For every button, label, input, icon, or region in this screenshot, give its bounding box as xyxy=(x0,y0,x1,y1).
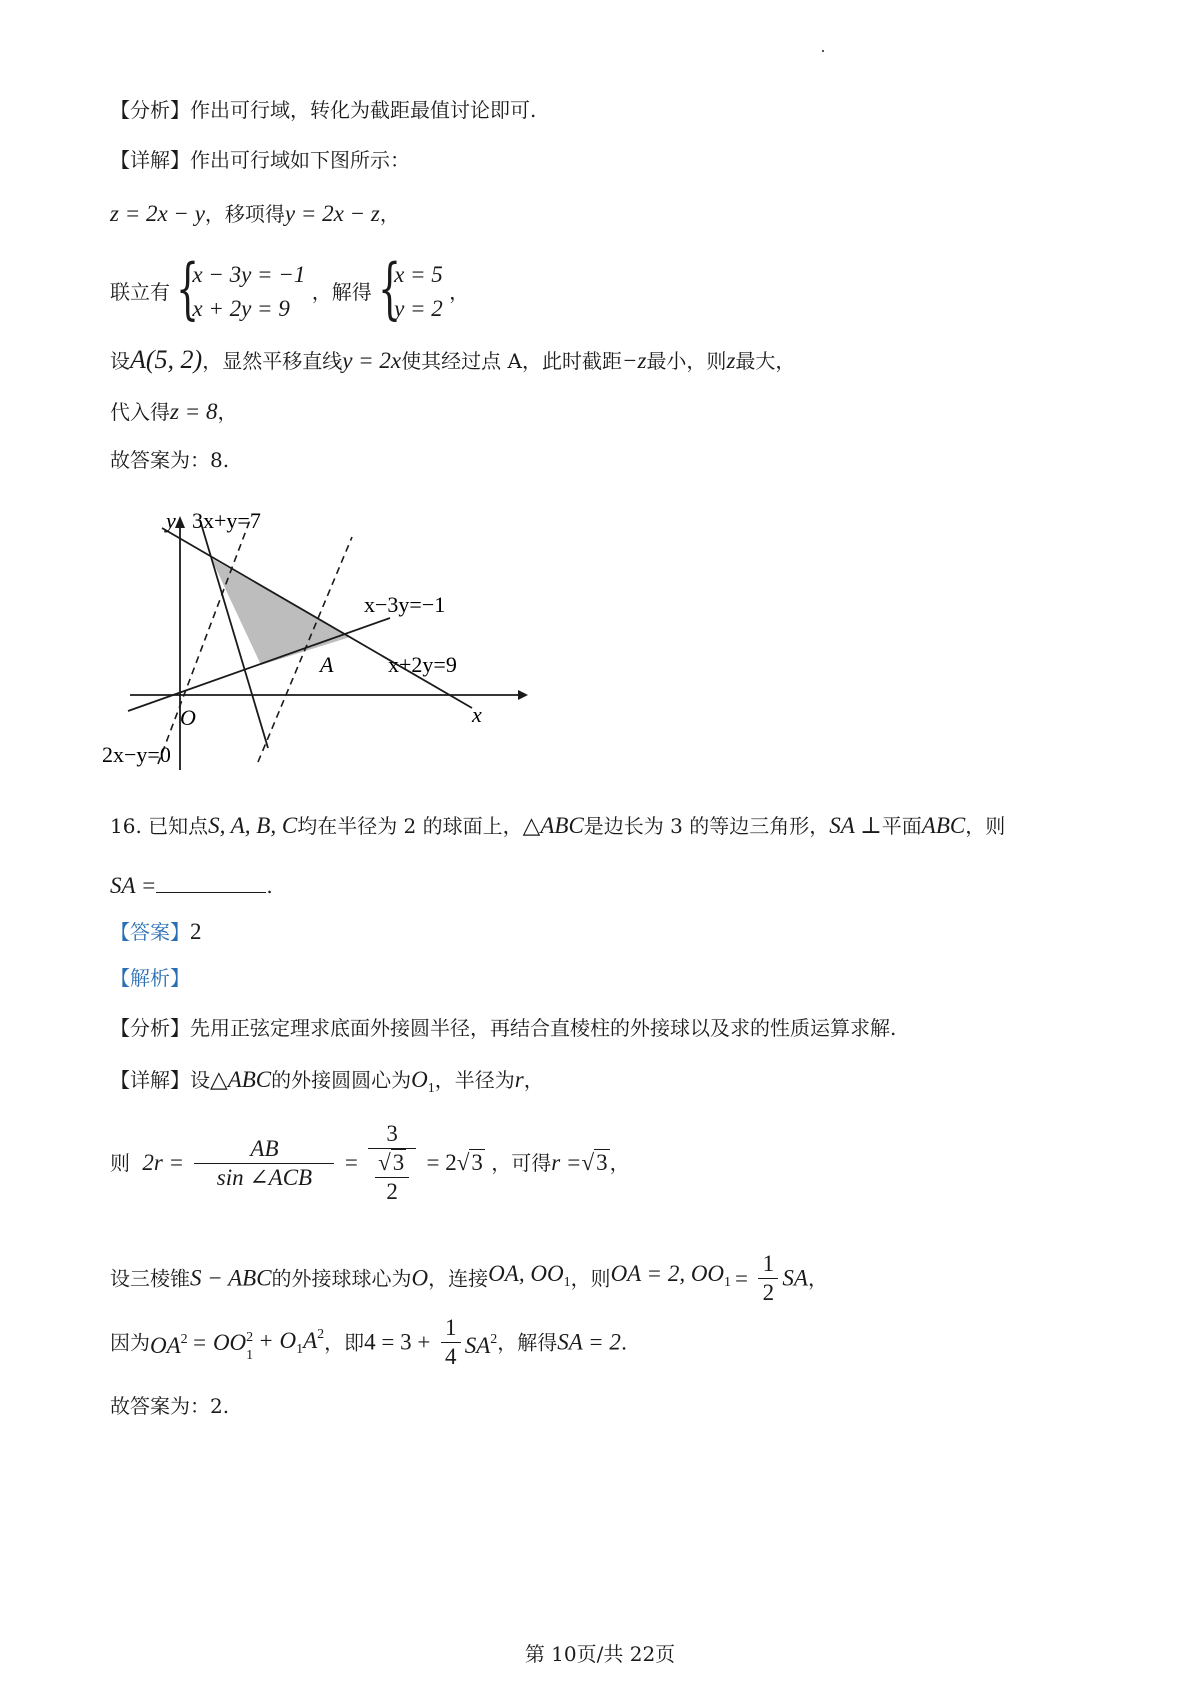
q16-then: ，则 xyxy=(965,814,1006,838)
q16-sa-eq: SA = xyxy=(110,873,157,898)
yin-sa-text: SA xyxy=(464,1332,491,1358)
yin-o1a xyxy=(258,1327,325,1357)
text-max: 最大， xyxy=(735,349,796,373)
q16-triangle: △ABC xyxy=(522,813,584,838)
fraction-half xyxy=(758,1250,778,1307)
f-r-sqrt: √3 xyxy=(581,1150,608,1175)
res-rad: 3 xyxy=(471,1150,483,1175)
yin-end: . xyxy=(620,1330,628,1355)
label-a: A xyxy=(320,652,334,677)
q16-plane: 平面 xyxy=(881,814,922,838)
yin-plus-text: + O xyxy=(258,1328,297,1353)
analysis-text: 作出可行域，转化为截距最值讨论即可. xyxy=(190,98,537,122)
answer-text-1: 故答案为：8. xyxy=(110,448,230,472)
sph-pre: 设三棱锥 xyxy=(110,1266,190,1291)
f-end: ， xyxy=(609,1151,630,1175)
q16-pre: 16. 已知点 xyxy=(110,814,209,838)
sph-eq xyxy=(610,1261,732,1290)
shift-line xyxy=(110,346,795,375)
yin-oo-sub: 1 xyxy=(246,1348,254,1364)
yin-a-text: A xyxy=(303,1328,318,1353)
pythagoras-line xyxy=(110,1314,627,1374)
text-she: 设 xyxy=(110,349,130,373)
sine-law-line xyxy=(110,1120,630,1216)
yin-a-sup: 2 xyxy=(317,1327,325,1342)
q16-sa-perp: SA ⊥ xyxy=(829,813,882,838)
neg-z: −z xyxy=(621,348,647,373)
text-shift: ，显然平移直线 xyxy=(202,349,343,373)
fraction-quarter xyxy=(441,1314,461,1371)
equation-z8: z = 8 xyxy=(170,399,218,424)
label-l3: x+2y=9 xyxy=(388,652,457,677)
sph-eq-sub: 1 xyxy=(724,1275,732,1290)
system-1-row-2: x + 2y = 9 xyxy=(192,296,290,321)
text-through: 使其经过点 A，此时截距 xyxy=(401,349,622,373)
yin-sa-sup: 2 xyxy=(490,1331,498,1347)
var-z: z xyxy=(726,348,736,373)
answer-line-2 xyxy=(110,1392,229,1420)
detail-line-2 xyxy=(110,1066,544,1103)
q16-mid2: 是边长为 3 的等边三角形， xyxy=(583,814,830,838)
label-l1: 3x+y=7 xyxy=(192,508,261,533)
half-den: 2 xyxy=(762,1280,775,1305)
fraction-ab-sin xyxy=(194,1135,334,1192)
brace-icon: { xyxy=(176,250,200,327)
yin-oo xyxy=(191,1329,259,1364)
answer-line-1 xyxy=(110,446,229,474)
yin-4: 4 = 3 + xyxy=(364,1329,431,1355)
system-2-row-1: x = 5 xyxy=(394,262,443,287)
sph-oa-sub: 1 xyxy=(563,1275,571,1290)
label-y: y xyxy=(166,508,176,533)
analysis-text: 先用正弦定理求底面外接圆半径，再结合直棱柱的外接球以及求的性质运算求解. xyxy=(190,1016,897,1040)
page-footer: 第 10页/共 22页 xyxy=(524,1642,676,1666)
substitute-line xyxy=(110,398,237,426)
q16-abc: ABC xyxy=(921,813,966,838)
point-a: A(5, 2) xyxy=(130,345,203,374)
fraction-inner xyxy=(368,1149,416,1206)
fraction-3-over-root3-2 xyxy=(368,1120,416,1206)
system-1-row-1: x − 3y = −1 xyxy=(192,262,306,287)
inner-num: √3 xyxy=(375,1149,409,1178)
half-num: 1 xyxy=(758,1250,778,1279)
yin-res: SA = 2 xyxy=(557,1329,621,1355)
equation-line-1 xyxy=(110,200,400,228)
label-l4: 2x−y=0 xyxy=(102,742,171,767)
detail-mid: 的外接圆圆心为 xyxy=(271,1068,412,1092)
scan-dot xyxy=(822,50,824,52)
analysis-tag: 【分析】 xyxy=(110,1016,190,1040)
sph-o: O xyxy=(411,1265,429,1291)
detail-text: 作出可行域如下图所示： xyxy=(190,148,410,172)
label-o: O xyxy=(180,705,196,730)
analysis-line-2 xyxy=(110,1014,896,1042)
detail-end: ， xyxy=(523,1068,544,1092)
text-jiede: ，解得 xyxy=(311,280,372,304)
f-2r: 2r = xyxy=(142,1150,185,1175)
brace-icon: { xyxy=(378,250,402,327)
yin-pre: 因为 xyxy=(110,1330,150,1355)
fraction-num: AB xyxy=(194,1135,334,1164)
answer-tag-line xyxy=(110,918,202,946)
y-axis-arrow-icon xyxy=(175,516,185,528)
f-eq: = xyxy=(344,1150,358,1175)
line-y2x: y = 2x xyxy=(342,348,402,373)
f-kede: ，可得 xyxy=(491,1151,552,1175)
label-x: x xyxy=(472,702,482,727)
detail-line-1 xyxy=(110,146,410,174)
f-res-sqrt: √3 xyxy=(456,1150,483,1175)
detail-triangle: △ABC xyxy=(210,1067,272,1092)
detail-tag: 【详解】 xyxy=(110,1068,190,1092)
solution-tag-line xyxy=(110,964,190,992)
yin-oo-sup: 2 xyxy=(246,1330,254,1346)
text-min: 最小，则 xyxy=(646,349,727,373)
yin-oo-subsup xyxy=(246,1330,258,1364)
fraction-3: 3 xyxy=(368,1120,416,1149)
o-letter: O xyxy=(411,1067,428,1092)
sph-mid: 的外接球球心为 xyxy=(271,1266,412,1291)
detail-o1 xyxy=(411,1067,435,1096)
line-x-plus-2y-9 xyxy=(162,528,472,708)
label-l2: x−3y=−1 xyxy=(364,592,446,617)
q16-period: . xyxy=(266,874,273,898)
q16-mid: 均在半径为 2 的球面上， xyxy=(297,814,523,838)
yin-mid: ，即 xyxy=(324,1330,365,1355)
x-axis-arrow-icon xyxy=(518,690,528,700)
inner-rad: 3 xyxy=(392,1150,405,1175)
answer-tag: 【答案】 xyxy=(110,920,190,944)
answer-text-2: 故答案为：2. xyxy=(110,1394,230,1418)
f-res: = 2 xyxy=(426,1150,457,1175)
yin-o1-sub: 1 xyxy=(296,1342,304,1357)
text-lianli: 联立有 xyxy=(110,280,170,304)
analysis-tag: 【分析】 xyxy=(110,98,190,122)
sph-oa xyxy=(488,1261,571,1290)
answer-value: 2 xyxy=(190,919,202,944)
o-sub: 1 xyxy=(427,1081,435,1096)
equation-z: z = 2x − y xyxy=(110,201,205,226)
feasible-region-graph xyxy=(100,500,540,790)
text-comma: ， xyxy=(217,400,238,424)
yin-oa xyxy=(150,1333,188,1358)
text-comma: ， xyxy=(449,280,470,304)
q16-points: S, A, B, C xyxy=(208,813,298,838)
yin-sa xyxy=(465,1333,498,1358)
system-2 xyxy=(378,250,443,327)
answer-blank xyxy=(156,872,266,893)
analysis-line-1 xyxy=(110,96,536,124)
yin-oa-text: OA xyxy=(150,1332,181,1358)
inner-den: 2 xyxy=(386,1179,398,1204)
quarter-num: 1 xyxy=(441,1314,461,1343)
solution-tag: 【解析】 xyxy=(110,966,190,990)
question-16-line-2 xyxy=(110,872,273,900)
sph-eq2: = xyxy=(735,1265,749,1291)
sph-oa-text: OA, OO xyxy=(488,1261,564,1286)
inner-frac xyxy=(375,1149,409,1206)
sph-sa: SA xyxy=(782,1265,808,1291)
sphere-line xyxy=(110,1250,828,1310)
yin-oa-sup: 2 xyxy=(180,1331,188,1347)
text-comma: ， xyxy=(379,202,400,226)
r-rad: 3 xyxy=(596,1150,608,1175)
text-dairu: 代入得 xyxy=(110,400,170,424)
sph-end: ， xyxy=(807,1266,828,1291)
text-move: ，移项得 xyxy=(204,202,285,226)
fraction-den: sin ∠ACB xyxy=(216,1164,313,1190)
sph-mid2: ，连接 xyxy=(428,1266,489,1291)
yin-mid2: ，解得 xyxy=(497,1330,558,1355)
detail-tag: 【详解】 xyxy=(110,148,190,172)
detail-pre: 设 xyxy=(190,1068,210,1092)
detail-r: r xyxy=(514,1067,524,1092)
system-1 xyxy=(176,250,306,327)
detail-mid2: ，半径为 xyxy=(434,1068,515,1092)
sph-sabc: S − ABC xyxy=(190,1265,272,1291)
quarter-den: 4 xyxy=(444,1344,457,1369)
f-r: r = xyxy=(551,1150,582,1175)
yin-oo-text: = OO xyxy=(191,1329,247,1355)
system-line xyxy=(110,250,470,328)
sph-eq-text: OA = 2, OO xyxy=(610,1261,725,1286)
text-ze: 则 xyxy=(110,1151,130,1175)
feasible-region xyxy=(211,558,350,665)
equation-y: y = 2x − z xyxy=(284,201,380,226)
question-16-line-1 xyxy=(110,812,1005,840)
sph-mid3: ，则 xyxy=(570,1266,611,1291)
system-2-row-2: y = 2 xyxy=(394,296,443,321)
